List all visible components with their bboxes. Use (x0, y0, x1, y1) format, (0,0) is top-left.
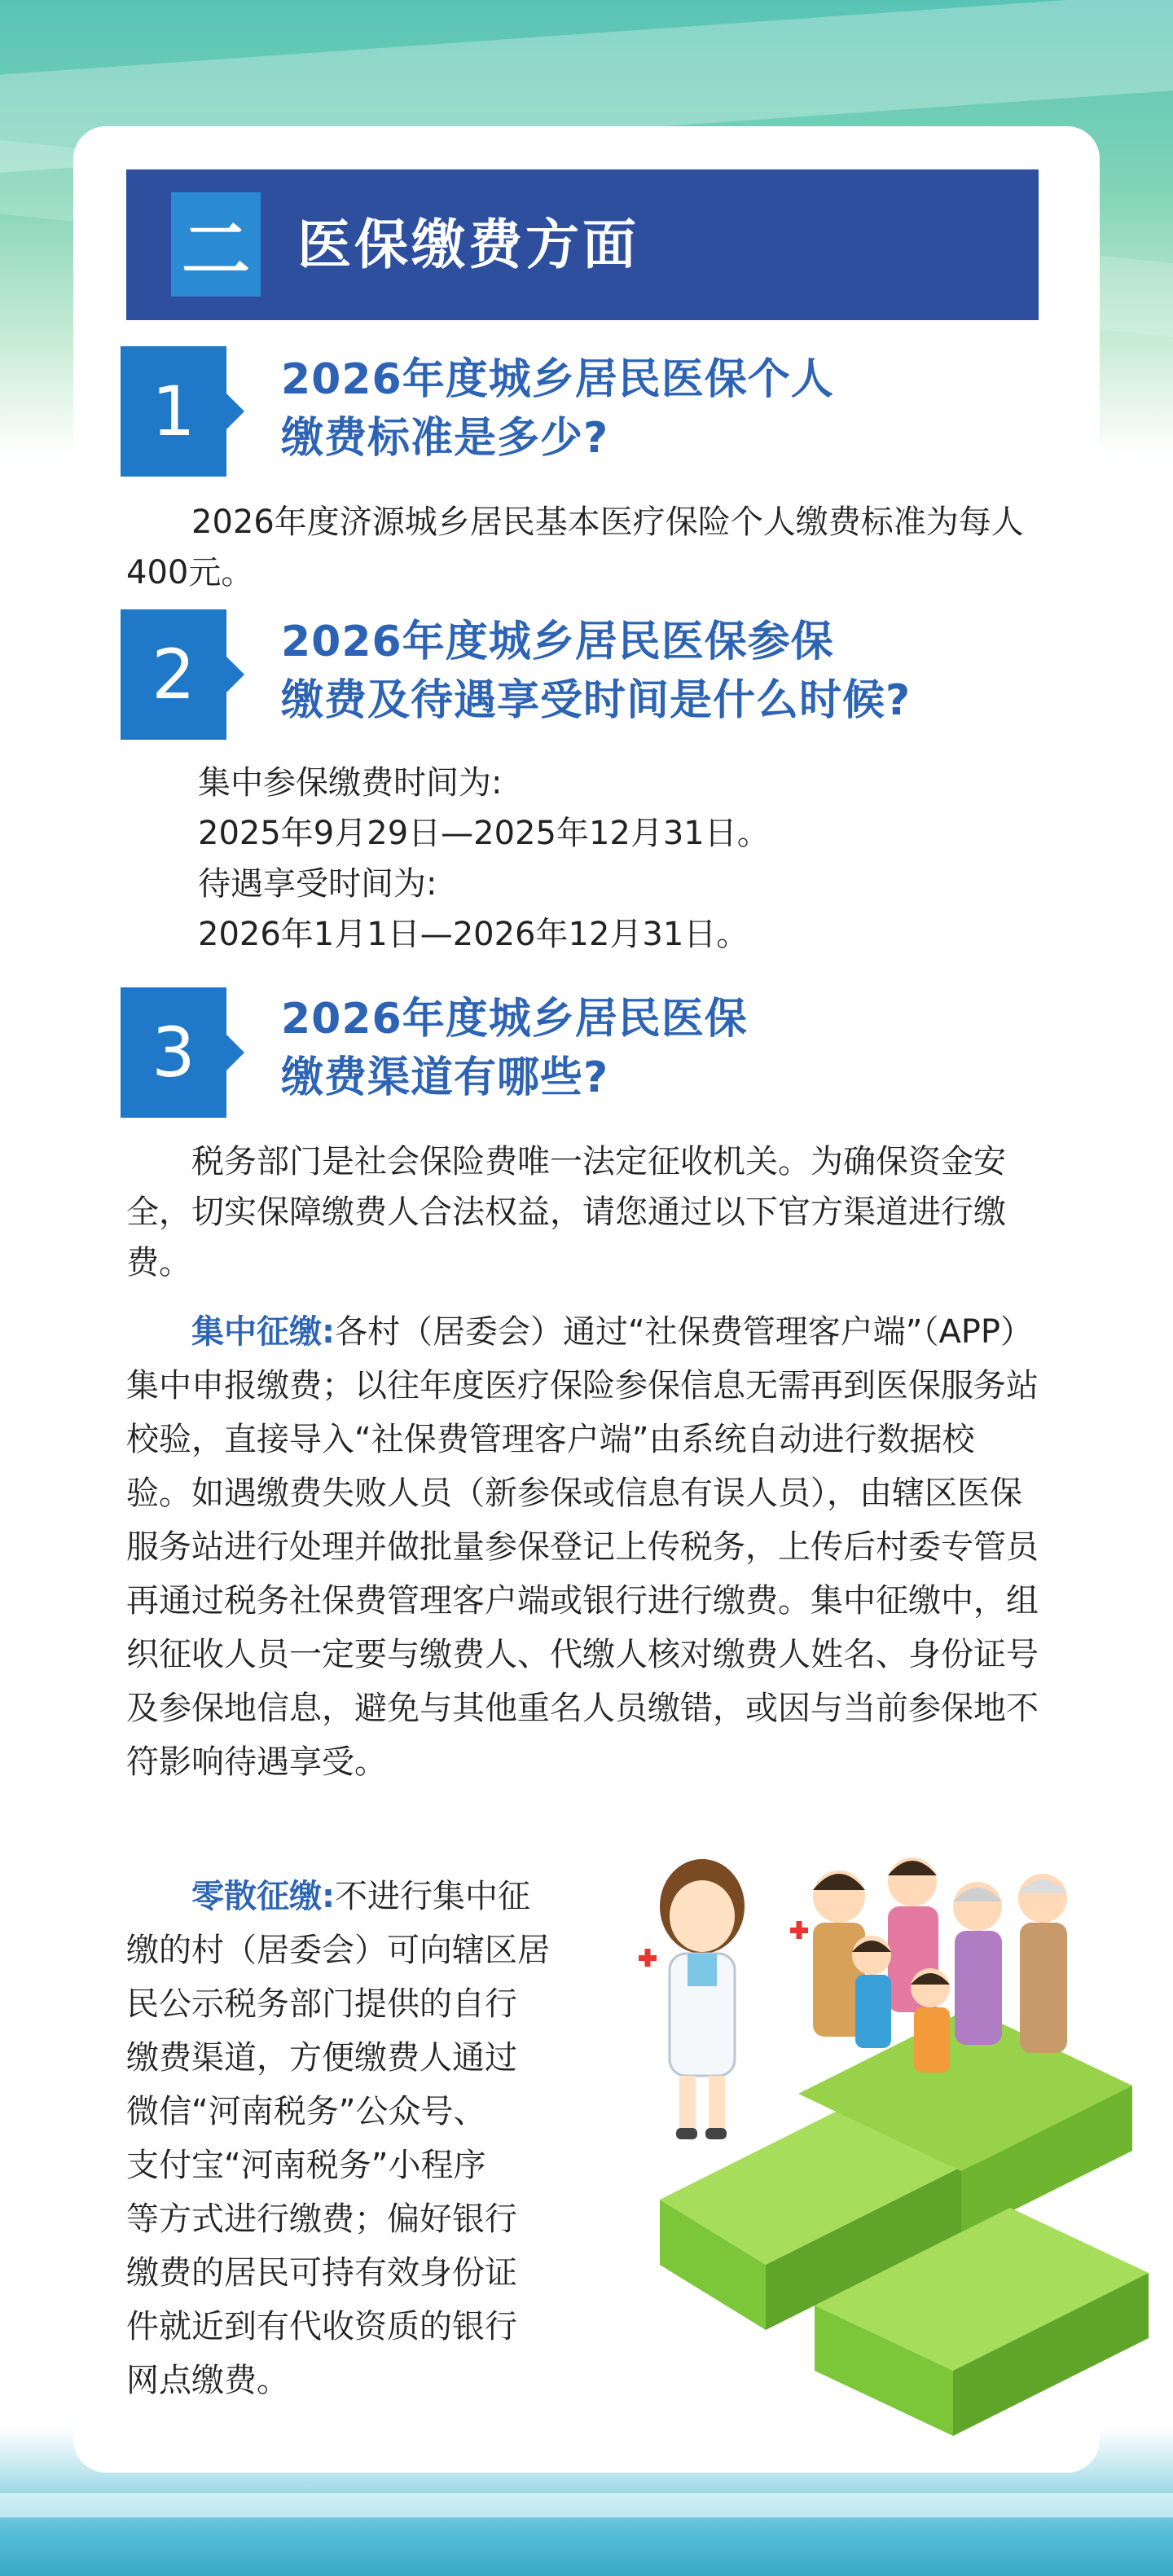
centralized-text: 各村（居委会）通过“社保费管理客户端”（APP）集中申报缴费；以往年度医疗保险参保信息无需再到医保服务站校验，直接导入“社保费管理客户端”由系统自动进行数据校验。如遇缴费失败人员（新参保或信息有误人员），由辖区医保服务站进行处理并做批量参保登记上传税务，上传后村委专管员再通过税务社保费管理客户端或银行进行缴费。集中征缴中，组织征收人员一定要与缴费人、代缴人核对缴费人姓名、身份证号及参保地信息，避免与其他重名人员缴错，或因与当前参保地不符影响待遇享受。 (126, 1313, 1039, 1781)
section-banner (126, 169, 1039, 320)
scattered-line: 不进行集中征 (335, 1878, 530, 1915)
answer-2 (126, 758, 1039, 960)
answer-text: 2026年度济源城乡居民基本医疗保险个人缴费标准为每人400元。 (126, 503, 1024, 591)
section-number: 二 (171, 192, 261, 297)
background-bottom-stripe (0, 2493, 1173, 2517)
doctor-figure (660, 1859, 745, 2139)
question-badge-2: 2 (121, 609, 226, 740)
scattered-line: 民公示税务部门提供的自行 (126, 1985, 517, 2023)
question-title-line: 2026年度城乡居民医保 (281, 995, 748, 1044)
question-title-line: 缴费标准是多少? (281, 414, 609, 463)
question-title-line: 缴费及待遇享受时间是什么时候? (281, 676, 912, 725)
answer-text: 税务部门是社会保险费唯一法定征收机关。为确保资金安全，切实保障缴费人合法权益，请您通过以下官方渠道进行缴费。 (126, 1143, 1006, 1281)
answer-line: 2025年9月29日—2025年12月31日。 (198, 815, 770, 852)
question-badge-3: 3 (121, 987, 226, 1118)
question-title-3 (281, 990, 748, 1107)
answer-line: 2026年1月1日—2026年12月31日。 (198, 916, 749, 953)
answer-1 (126, 497, 1039, 598)
medical-family-illustration (627, 1849, 1165, 2436)
answer-3-intro (126, 1136, 1039, 1288)
scattered-line: 缴费的居民可持有效身份证 (126, 2254, 517, 2292)
scattered-label: 零散征缴: (191, 1878, 335, 1915)
scattered-line: 缴费渠道，方便缴费人通过 (126, 2039, 517, 2077)
scattered-line: 缴的村（居委会）可向辖区居 (126, 1932, 550, 1969)
question-title-line: 缴费渠道有哪些? (281, 1053, 609, 1102)
question-badge-1: 1 (121, 346, 226, 477)
question-title-1 (281, 350, 834, 468)
scattered-line: 等方式进行缴费；偏好银行 (126, 2200, 517, 2238)
family-figures (813, 1857, 1067, 2073)
centralized-label: 集中征缴: (191, 1313, 335, 1351)
scattered-line: 微信“河南税务”公众号、 (126, 2093, 486, 2130)
scattered-line: 件就近到有代收资质的银行 (126, 2308, 517, 2345)
centralized-collection (126, 1305, 1039, 1789)
scattered-line: 支付宝“河南税务”小程序 (126, 2147, 486, 2184)
answer-line: 集中参保缴费时间为: (198, 764, 503, 802)
question-title-line: 2026年度城乡居民医保参保 (281, 618, 834, 666)
scattered-collection (126, 1870, 631, 2407)
question-title-line: 2026年度城乡居民医保个人 (281, 355, 834, 404)
scattered-line: 网点缴费。 (126, 2362, 289, 2399)
green-cross-icon (660, 2008, 1149, 2436)
question-title-2 (281, 613, 911, 730)
answer-line: 待遇享受时间为: (198, 865, 437, 903)
section-title: 医保缴费方面 (297, 213, 639, 276)
